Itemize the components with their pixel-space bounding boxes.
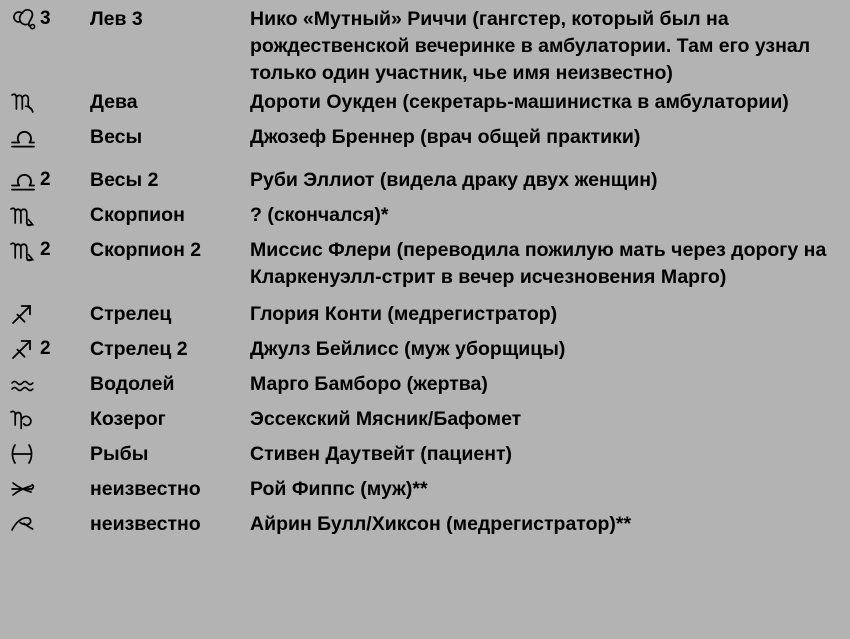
row-spacer — [8, 159, 842, 167]
sign-description: Рой Фиппс (муж)** — [250, 478, 428, 500]
sign-description: Стивен Даутвейт (пациент) — [250, 443, 513, 465]
sign-name: Дева — [90, 91, 138, 113]
table-row — [8, 301, 842, 336]
sign-description: Руби Эллиот (видела драку двух женщин) — [250, 169, 658, 191]
table-row — [8, 406, 842, 441]
table-row — [8, 124, 842, 159]
sign-name: Водолей — [90, 373, 175, 395]
sign-name: Стрелец 2 — [90, 338, 188, 360]
table-row — [8, 336, 842, 371]
sign-name: Весы 2 — [90, 169, 159, 191]
sign-name: Скорпион — [90, 204, 185, 226]
table-row — [8, 476, 842, 511]
symbol-suffix: 2 — [40, 169, 52, 190]
sign-description: ? (скончался)* — [250, 204, 389, 226]
symbol-suffix: 3 — [40, 8, 52, 29]
table-row — [8, 371, 842, 406]
sagittarius-symbol-icon — [8, 336, 90, 371]
sign-description: Айрин Булл/Хиксон (медрегистратор)** — [250, 513, 632, 535]
scorpio-symbol-icon — [8, 237, 90, 293]
symbol-suffix: 2 — [40, 239, 52, 260]
sign-description: Глория Конти (медрегистратор) — [250, 303, 558, 325]
sign-description: Марго Бамборо (жертва) — [250, 373, 488, 395]
sign-description: Дороти Оукден (секретарь-машинистка в амбулатории) — [250, 91, 789, 113]
row-spacer — [8, 293, 842, 301]
sign-name: Рыбы — [90, 443, 149, 465]
table-row — [8, 511, 842, 546]
table-row — [8, 237, 842, 293]
libra-symbol-icon — [8, 124, 90, 159]
symbol-suffix: 2 — [40, 338, 52, 359]
virgo-symbol-icon — [8, 89, 90, 124]
sign-name: неизвестно — [90, 478, 201, 500]
zodiac-table-body — [8, 6, 842, 546]
table-row — [8, 441, 842, 476]
table-row — [8, 89, 842, 124]
sign-description: Миссис Флери (переводила пожилую мать через дорогу на Кларкенуэлл-стрит в вечер исчезновения Марго) — [250, 239, 827, 288]
leo-symbol-icon — [8, 6, 90, 89]
sign-description: Джозеф Бреннер (врач общей практики) — [250, 126, 641, 148]
aquarius-symbol-icon — [8, 371, 90, 406]
unknown-cross-symbol-icon — [8, 476, 90, 511]
sign-description: Нико «Мутный» Риччи (гангстер, который был на рождественской вечеринке в амбулатории. Там его узнал только один участник, чье имя неизвестно) — [250, 8, 811, 84]
sagittarius-symbol-icon — [8, 301, 90, 336]
table-row — [8, 202, 842, 237]
sign-description: Джулз Бейлисс (муж уборщицы) — [250, 338, 566, 360]
sign-name: Лев 3 — [90, 8, 143, 30]
unknown-squiggle-symbol-icon — [8, 511, 90, 546]
scorpio-symbol-icon — [8, 202, 90, 237]
sign-description: Эссекский Мясник/Бафомет — [250, 408, 522, 430]
sign-name: Весы — [90, 126, 143, 148]
zodiac-table — [8, 6, 842, 546]
sign-name: Скорпион 2 — [90, 239, 202, 261]
capricorn-symbol-icon — [8, 406, 90, 441]
libra-symbol-icon — [8, 167, 90, 202]
sign-name: Козерог — [90, 408, 166, 430]
pisces-symbol-icon — [8, 441, 90, 476]
sign-name: Стрелец — [90, 303, 172, 325]
table-row — [8, 6, 842, 89]
sign-name: неизвестно — [90, 513, 201, 535]
table-row — [8, 167, 842, 202]
